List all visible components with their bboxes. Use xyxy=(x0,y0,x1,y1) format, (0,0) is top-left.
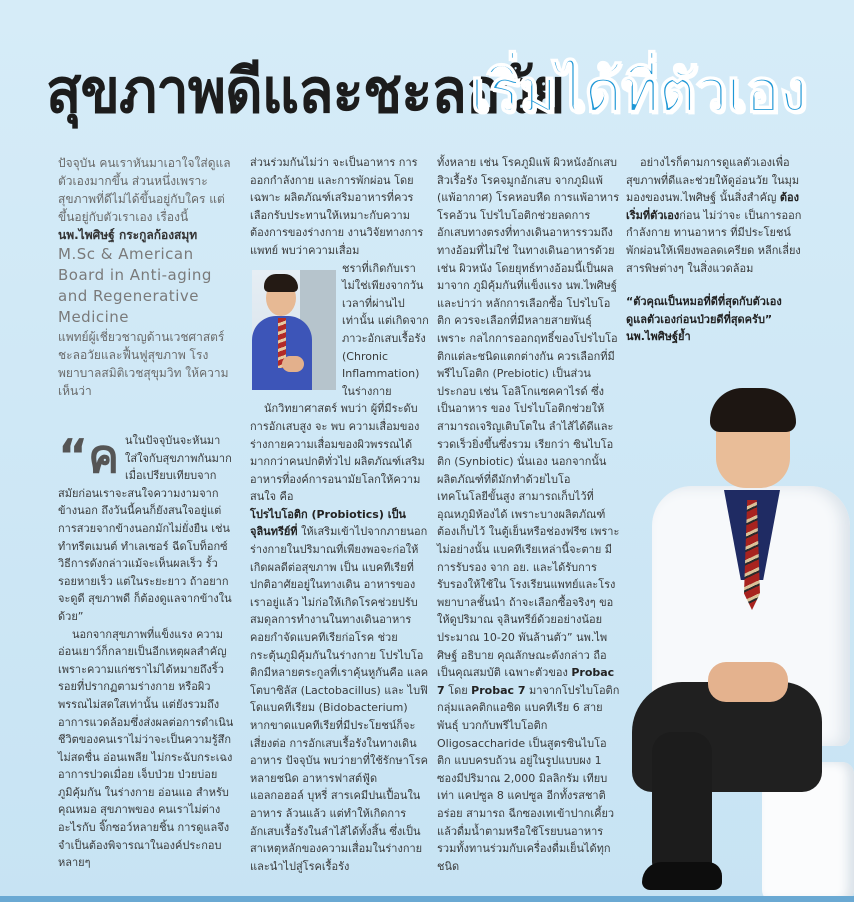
quote-signature: นพ.ไพศิษฐ์ย้ำ xyxy=(626,330,691,344)
bottom-bar xyxy=(0,896,854,902)
title-dark: สุขภาพดีและชะลอวัย xyxy=(46,55,565,127)
dropcap-letter: ค xyxy=(88,429,120,483)
col2-paragraph-1: ส่วนร่วมกันไม่ว่า จะเป็นอาหาร การออกกำลังกาย และการพักผ่อน โดยเฉพาะ ผลิตภัณฑ์เสริมอาหารที่ควรเลือกรับประทานให้เหมาะกับความต้องการของร่างกาย งานวิจัยทางการแพทย์ พบว่าความเสื่อม xyxy=(250,156,424,257)
author-name: นพ.ไพศิษฐ์ กระกูลก้องสมุท xyxy=(58,228,198,242)
dropcap xyxy=(58,429,120,483)
intro-paragraph-1: ปัจจุบัน คนเราหันมาเอาใจใส่ดูแลตัวเองมากขึ้น ส่วนหนึ่งเพราะสุขภาพที่ดีไม่ได้ขึ้นอยู่กับใคร แต่ขึ้นอยู่กับตัวเราเอง เรื่องนี้ xyxy=(58,156,231,224)
doctor-photo-small xyxy=(252,270,336,390)
title-blue: เริ่มได้ที่ตัวเอง xyxy=(470,57,807,125)
product-name-2: Probac 7 xyxy=(471,683,526,697)
col1-paragraph-2: นอกจากสุขภาพที่แข็งแรง ความอ่อนเยาว์ก็กลายเป็นอีกเหตุผลสำคัญเพราะความแก่ชราไม่ได้หมายถึงริ้วรอยที่ปรากฏตามร่างกาย หรือผิวพรรณไม่สดใสเท่านั้น แต่ยังรวมถึงอาการแวดล้อมซึ่งส่งผลต่อการดำเนินชีวิตของคนเราไม่ว่าจะเป็นความรู้สึกไม่สดชื่น อ่อนเพลีย ไม่กระฉับกระเฉงอาการปวดเมื่อย เจ็บป่วย ป่วยบ่อย ภูมิคุ้มกัน ในร่างกาย อ่อนแอ สำหรับคุณหมอ สุขภาพของ คนเราไม่ต่างอะไรกับ จิ๊กซอว์หลายชิ้น การดูแลจึงจำเป็นต้องพิจารณาในองค์ประกอบหลายๆ xyxy=(58,627,234,870)
pull-quote: “ตัวคุณเป็นหมอที่ดีที่สุดกับตัวเองดูแลตัวเองก่อนป่วยดีที่สุดครับ” xyxy=(626,295,782,326)
doctor-portrait xyxy=(612,392,854,902)
author-degree: M.Sc & American Board in Anti-aging and Regenerative Medicine xyxy=(58,245,212,326)
column-3 xyxy=(437,154,620,875)
column-4 xyxy=(626,154,802,346)
hands-shape xyxy=(708,662,788,702)
col4-paragraph-2: ก่อน ไม่ว่าจะ เป็นการออกกำลังกาย ทานอาหาร ที่มีประโยชน์ พักผ่อนให้เพียงพอลดเครียด หลีกเลี่ยง สารพิษต่างๆ ในสิ่งแวดล้อม xyxy=(626,208,802,275)
col3-paragraph-2: มาจากโปรไบโอติก กลุ่มแลคติกแอซิด แบคทีเรีย 6 สายพันธุ์ บวกกับพรีไบโอติก Oligosaccharide เป็นสูตรซินไบโอติก แบบครบถ้วน อยู่ในรูปแบบผง 1 ซองมีปริมาณ 2,000 มิลลิกรัม เทียบเท่า แคปซูล 8 แคปซูล อีกทั้งรสชาติอร่อย สามารถ ฉีกซองเทเข้าปากเคี้ยวแล้วดื่มน้ำตามหรือใช้โรยบนอาหาร รวมทั้งทานร่วมกับเครื่องดื่มเย็นได้ทุกชนิด xyxy=(437,683,620,873)
col4-paragraph-1: อย่างไรก็ตามการดูแลตัวเองเพื่อสุขภาพที่ดีและช่วยให้ดูอ่อนวัย ในมุมมองของนพ.ไพศิษฐ์ นั้นสิ่งสำคัญ xyxy=(626,156,800,205)
product-name-1: Probac 7 xyxy=(437,666,615,697)
headline xyxy=(40,40,840,130)
col3-paragraph-1: ทั้งหลาย เช่น โรคภูมิแพ้ ผิวหนังอักเสบ สิวเรื้อรัง โรคจมูกอักเสบ จากภูมิแพ้ (แพ้อากาศ) โรคหอบหืด การแพ้อาหาร โรคอ้วน โปรไบโอติกช่วยลดการอักเสบทางตรงที่ทางเดินอาหารรวมถึงทางอ้อมที่ไม่ใช่ ในทางเดินอาหารด้วย เช่น ผิวหนัง โดยยุทธ์ทางอ้อมนี้เป็นผลมาจาก ภูมิคุ้มกันที่แข็งแรง นพ.ไพศิษฐ์ และบ่าว่า หลักการเลือกซื้อ โปรไบโอติก ควรจะเลือกที่มีหลายสายพันธุ์เพราะ กลไกการออกฤทธิ์ของโปรไบโอติกแต่ละชนิดแตกต่างกัน ควรเลือกที่มี พรีไบโอติก (Prebiotic) เป็นส่วนประกอบ เช่น โอลิโกแซคคาไรด์ ซึ่งเป็นอาหาร ของ โปรไบโอติกช่วยให้สามารถเจริญเติบโตใน ลำไส้ได้ดีและรวดเร็วยิ่งขึ้นซึ่งรวม เรียกว่า ซินไบโอติก (Synbiotic) นั่นเอง นอกจากนั้นผลิตภัณฑ์ที่ดีมักทำด้วยไบโอเทคโนโลยีขั้นสูง สามารถเก็บไว้ที่อุณหภูมิห้องได้ เพราะบางผลิตภัณฑ์ต้องเก็บไว้ ในตู้เย็นหรือช่องฟรีซ เพราะไม่อย่างนั้น แบคทีเรียเหล่านี้จะตาย มีการรับรอง จาก อย. และได้รับการรับรองให้ใช้ใน โรงเรียนแพทย์และโรงพยาบาลชั้นนำ ถ้าจะเลือกซื้อจริงๆ ขอให้ดูปริมาณ จุลินทรีย์ด้วยอย่างน้อยประมาณ 10-20 พันล้านตัว” นพ.ไพศิษฐ์ อธิบาย คุณลักษณะดังกล่าว ถือเป็นคุณสมบัติ เฉพาะตัวของ xyxy=(437,156,620,680)
col3-connector: โดย xyxy=(448,683,468,697)
col2-paragraph-4: ให้เสริมเข้าไปจากภายนอกร่างกายในปริมาณที่เพียงพอจะก่อให้เกิดผลดีต่อสุขภาพ เป็น แบคทีเรียที่ปกติอาศัยอยู่ในทางเดิน อาหารของเราอยู่แล้ว ไม่ก่อให้เกิดโรคช่วยปรับสมดุลการทำงานในทางเดินอาหาร คอยกำจัดแบคทีเรียก่อโรค ช่วยกระตุ้นภูมิคุ้มกันในร่างกาย โปรไบโอติกมีหลายตระกูลที่เราคุ้นหูกันคือ แลคโตบาซิลัส (Lactobacillus) และ ไบฟิโดแบคทีเรียม (Bidobacterium) หากขาดแบคทีเรียที่มีประโยชน์ก็จะเสี่ยงต่อ การอักเสบเรื้อรังในทางเดินอาหาร ปัจจุบัน พบว่ายาที่ใช้รักษาโรคหลายชนิด อาหารฟาสต์ฟู้ด แอลกอฮอล์ บุหรี่ สารเคมีปนเปื้อนในอาหาร ล้วนแล้ว แต่ทำให้เกิดการอักเสบเรื้อรังในลำไส้ได้ทั้งสิ้น ซึ่งเป็นสาเหตุหลักของความเสื่อมในร่างกาย และนำไปสู่โรคเรื้อรัง xyxy=(250,525,429,873)
intro-paragraph-2: แพทย์ผู้เชี่ยวชาญด้านเวชศาสตร์ชะลอวัยและฟื้นฟูสุขภาพ โรงพยาบาลสมิติเวชสุขุมวิท ให้ความเห็นว่า xyxy=(58,330,229,398)
shoe-shape xyxy=(642,862,722,890)
col2-paragraph-3: นักวิทยาศาสตร์ พบว่า ผู้ที่มีระดับการอักเสบสูง จะ พบ ความเสื่อมของร่างกายความเสื่อมของผิวพรรณได้มากกว่าคนปกติทั่วไป ผลิตภัณฑ์เสริมอาหารที่องค์การอนามัยโลกให้ความสนใจ คือ xyxy=(250,402,425,504)
column-2 xyxy=(250,154,430,875)
col2-paragraph-2: ชราที่เกิดกับเราไม่ใช่เพียงจากวันเวลาที่ผ่านไปเท่านั้น แต่เกิดจากภาวะอักเสบเรื้อรัง (Chronic Inflammation) ในร่างกาย xyxy=(342,261,429,398)
column-1-body xyxy=(58,429,236,872)
emphasis-start-with-self: ต้องเริ่มที่ตัวเอง xyxy=(626,191,799,222)
quote-open-mark: “ xyxy=(58,429,89,483)
column-1 xyxy=(58,154,236,400)
intro-block xyxy=(58,154,236,400)
col1-paragraph-1: นในปัจจุบันจะหันมาใส่ใจกับสุขภาพกันมาก เมื่อเปรียบเทียบจากสมัยก่อนเราจะสนใจความงามจากข้างนอก ถึงวันนี้คนก็ยังสนใจอยู่แต่การสวยจากข้างนอกมักไม่ยั่งยืน เช่น ทำทรีตเมนต์ ทำเลเซอร์ ฉีดโบท็อกซ์ วิธีการดังกล่าวแม้จะเห็นผลเร็ว รั้วรอยหายเร็ว แต่ในระยะยาว ถ้าอยากจะดูดี สุขภาพดี ก็ต้องดูแลจากข้างในด้วย” xyxy=(58,434,232,623)
probiotic-term: โปรไบโอติก (Probiotics) เป็นจุลินทรีย์ที่ xyxy=(250,507,406,539)
